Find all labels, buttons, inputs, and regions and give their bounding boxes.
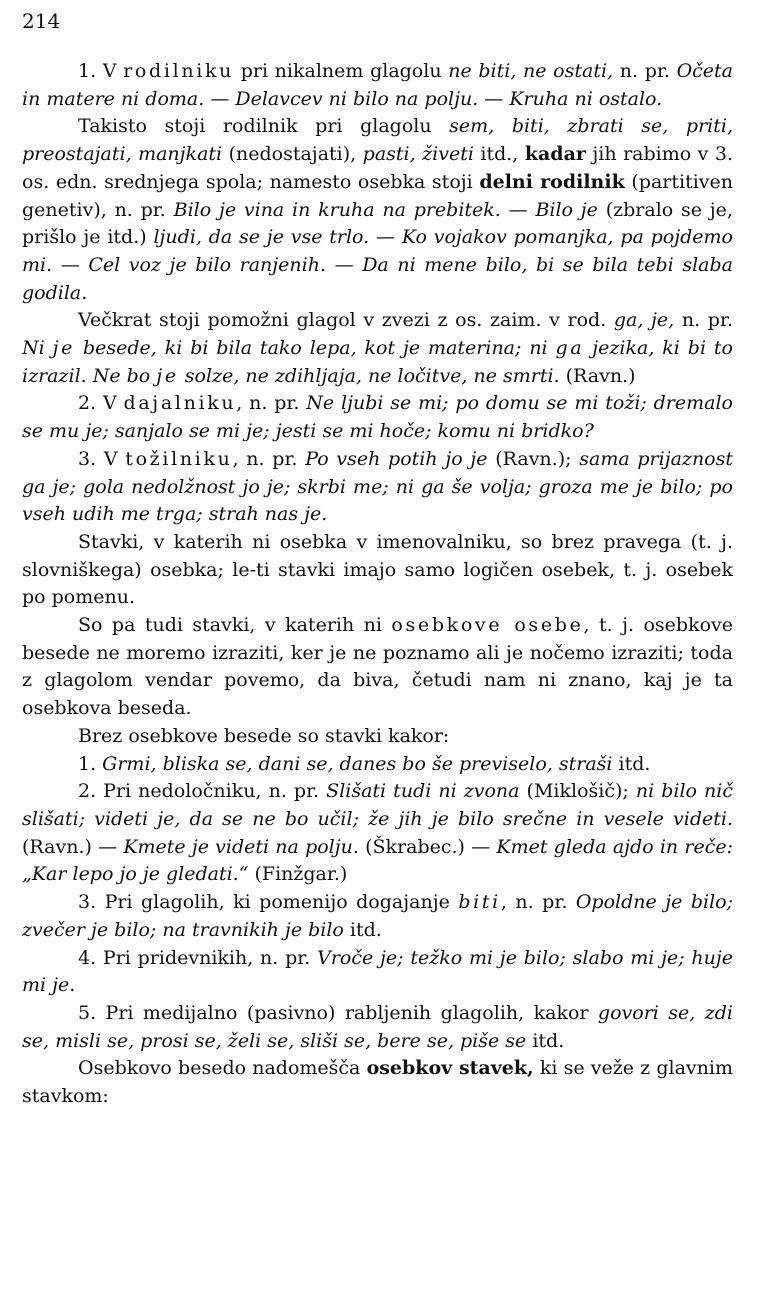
paragraph-accusative: 3. V tožilniku, n. pr. Po vseh potih jo je (Ravn.); sama prijaznost ga je; gola nedolžnost jo je; skrbi me; ni ga še volja; groza me je bilo; po vseh udih me trga; strah nas je. [22, 447, 733, 526]
paragraph-dative: 2. V dajalniku, n. pr. Ne ljubi se mi; po domu se mi toži; dremalo se mu je; sanjalo se mi je; jesti se mi hoče; komu ni bridko? [22, 392, 733, 443]
list-item-5: 5. Pri medijalno (pasivno) rabljenih glagolih, kakor govori se, zdi se, misli se, prosi se, želi se, sliši se, bere se, piše se itd. [22, 1001, 733, 1052]
list-item-4: 4. Pri pridevnikih, n. pr. Vroče je; težko mi je bilo; slabo mi je; huje mi je. [22, 946, 733, 997]
list-item-1: 1. Grmi, bliska se, dani se, danes bo še previselo, straši itd. [78, 752, 651, 775]
paragraph-partitive-genitive: Takisto stoji rodilnik pri glagolu sem, biti, zbrati se, priti, preostajati, manjkati (nedostajati), pasti, živeti itd., kadar jih rabimo v 3. os. edn. srednjega spola; namesto osebka stoji delni rodilnik (partitiven genetiv), n. pr. Bilo je vina in kruha na prebitek. — Bilo je (zbralo se je, prišlo je itd.) ljudi, da se je vse trlo. — Ko vojakov pomanjka, pa pojdemo mi. — Cel voz je bilo ranjenih. — Da ni mene bilo, bi se bila tebi slaba godila. [22, 115, 734, 304]
paragraph-list-intro: Brez osebkove besede so stavki kakor: [78, 724, 450, 747]
paragraph-auxiliary-pronoun: Večkrat stoji pomožni glagol v zvezi z os. zaim. v rod. ga, je, n. pr. Ni je besede, ki bi bila tako lepa, kot je materina; ni ga jezika, ki bi to izrazil. Ne bo je solze, ne zdihljaja, ne ločitve, ne smrti. (Ravn.) [22, 309, 733, 387]
page-number: 214 [22, 9, 61, 33]
paragraph-subject-person: So pa tudi stavki, v katerih ni osebkove osebe, t. j. osebkove besede ne moremo izraziti, ker je ne poznamo ali je nočemo izraziti; toda z glagolom vendar povemo, da biva, četudi nam ni znano, kaj je ta osebkova beseda. [22, 614, 733, 720]
list-item-2: 2. Pri nedoločniku, n. pr. Slišati tudi ni zvona (Miklošič); ni bilo nič slišati; videti je, da se ne bo učil; že jih je bilo srečne in vesele videti. (Ravn.) — Kmete je videti na polju. (Škrabec.) — Kmet gleda ajdo in reče: „Kar lepo jo je gledati.“ (Finžgar.) [22, 780, 733, 886]
list-item-3: 3. Pri glagolih, ki pomenijo dogajanje biti, n. pr. Opoldne je bilo; zvečer je bilo; na travnikih je bilo itd. [22, 891, 734, 941]
paragraph-logical-subject: Stavki, v katerih ni osebka v imenovalniku, so brez pravega (t. j. slovniškega) osebka; le-ti stavki imajo samo logičen osebek, t. j. osebek po pomenu. [22, 530, 733, 609]
paragraph-genitive-negation: 1. V rodilniku pri nikalnem glagolu ne biti, ne ostati, n. pr. Očeta in matere ni doma. — Delavcev ni bilo na polju. — Kruha ni ostalo. [22, 60, 733, 110]
paragraph-subject-clause: Osebkovo besedo nadomešča osebkov stavek, ki se veže z glavnim stavkom: [22, 1057, 733, 1108]
page-body [22, 58, 733, 1111]
